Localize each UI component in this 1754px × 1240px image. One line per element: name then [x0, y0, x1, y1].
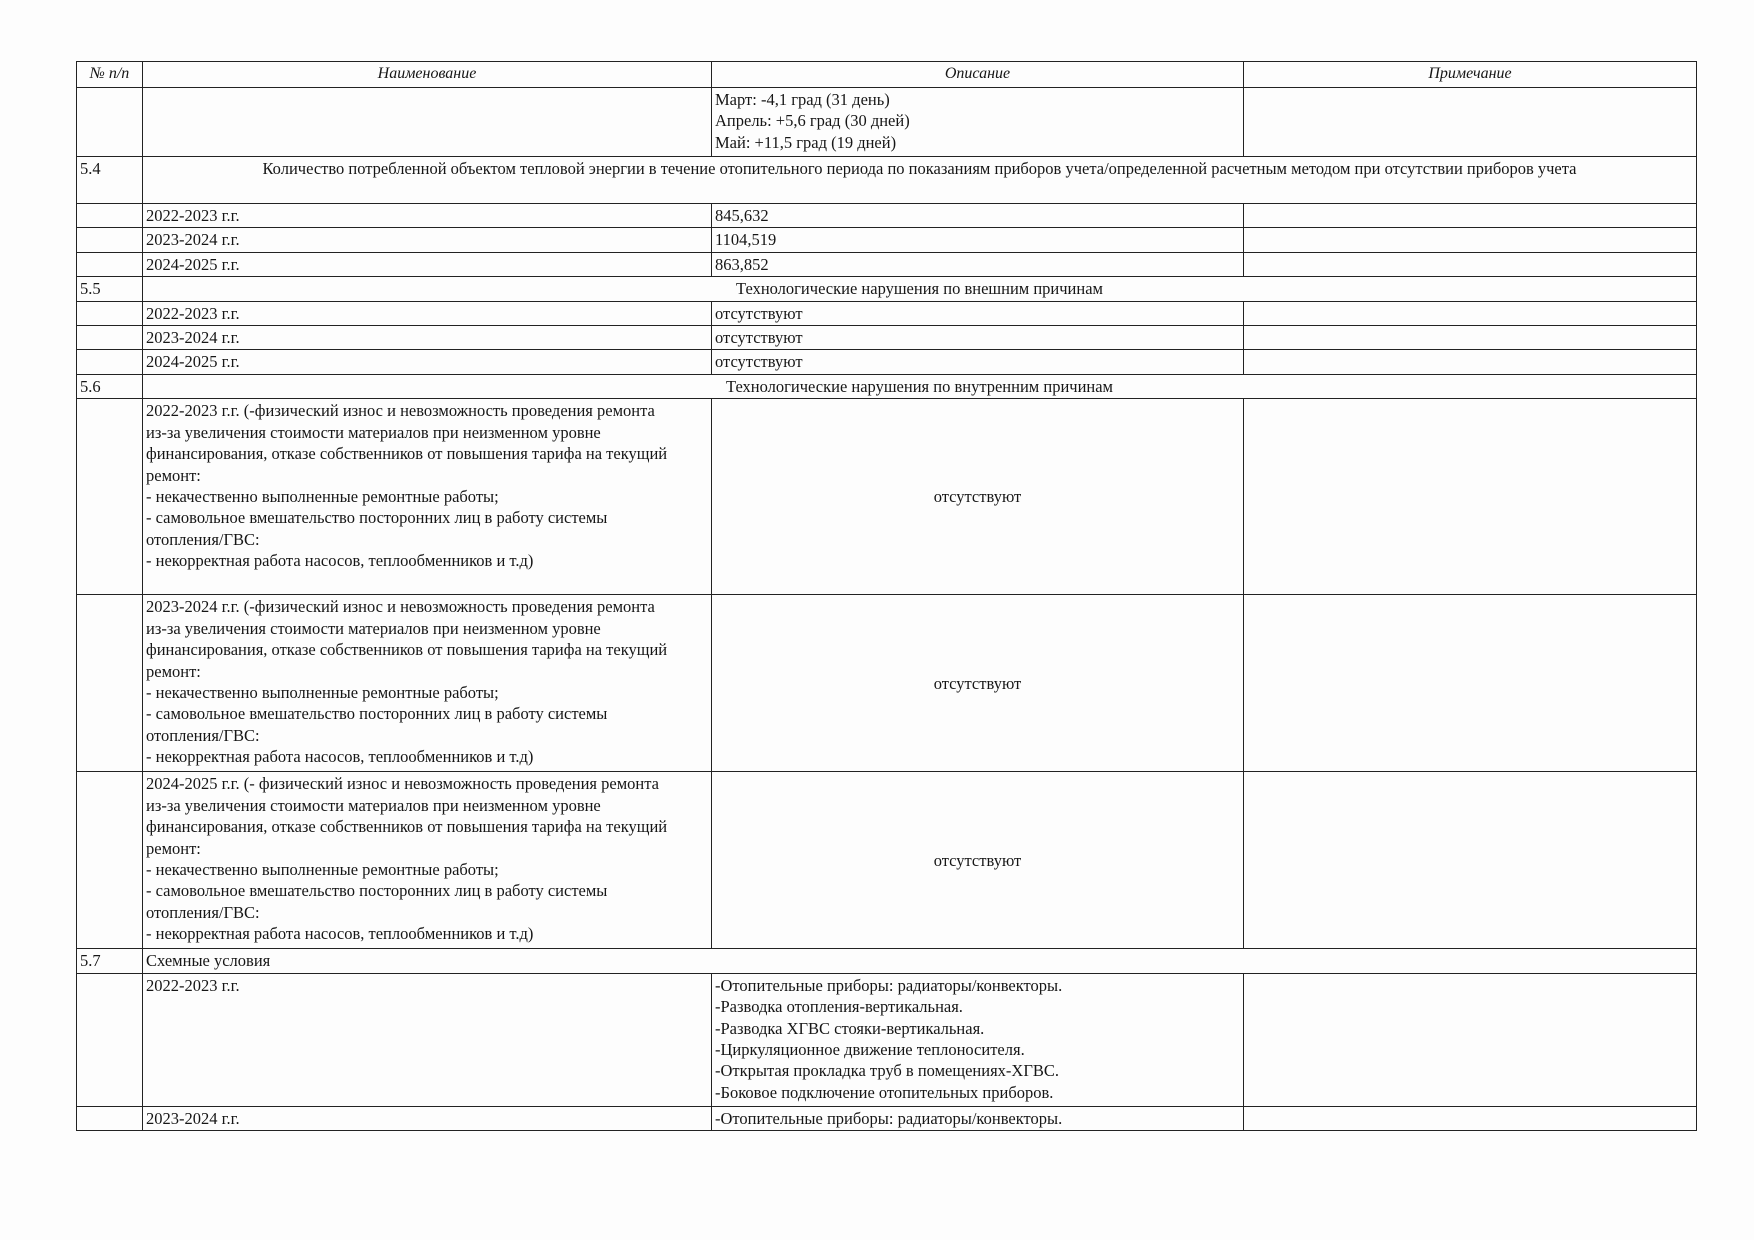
section-title: Технологические нарушения по внешним причинам: [143, 277, 1697, 301]
table-row: [77, 350, 1697, 374]
section-row-5-5: [77, 277, 1697, 301]
text-line: из-за увеличения стоимости материалов при неизменном уровне: [146, 795, 601, 815]
num-cell: [77, 1106, 143, 1130]
text-line: 2024-2025 г.г. (- физический износ и невозможность проведения ремонта: [146, 774, 659, 794]
note-cell: [1244, 228, 1697, 252]
num-cell: [77, 252, 143, 276]
table-row: [77, 325, 1697, 349]
text-line: финансирования, отказе собственников от повышения тарифа на текущий: [146, 817, 668, 837]
note-cell: [1244, 399, 1697, 595]
name-cell: 2024-2025 г.г.: [143, 350, 712, 374]
temperature-line: Май: +11,5 град (19 дней): [715, 132, 897, 152]
text-line: -Разводка ХГВС стояки-вертикальная.: [715, 1018, 985, 1038]
table-row: [77, 252, 1697, 276]
text-line: - некачественно выполненные ремонтные работы;: [146, 860, 499, 880]
text-line: финансирования, отказе собственников от повышения тарифа на текущий: [146, 444, 668, 464]
note-cell: [1244, 1106, 1697, 1130]
note-cell: [1244, 252, 1697, 276]
section-num: 5.7: [77, 949, 143, 973]
text-line: -Открытая прокладка труб в помещениях-ХГВС.: [715, 1061, 1059, 1081]
value-cell: 1104,519: [712, 228, 1244, 252]
note-cell: [1244, 87, 1697, 156]
table-row: [77, 399, 1697, 595]
num-cell: [77, 87, 143, 156]
description-cell: -Отопительные приборы: радиаторы/конвекторы.: [712, 1106, 1244, 1130]
table-row: [77, 228, 1697, 252]
value-cell: отсутствуют: [712, 772, 1244, 949]
name-cell: 2024-2025 г.г.: [143, 252, 712, 276]
section-num: 5.6: [77, 374, 143, 398]
text-line: ремонт:: [146, 661, 201, 681]
header-name: Наименование: [143, 62, 712, 88]
table-row: [77, 87, 1697, 156]
value-cell: 845,632: [712, 203, 1244, 227]
text-line: - некорректная работа насосов, теплообменников и т.д): [146, 924, 534, 944]
name-cell: 2023-2024 г.г.: [143, 325, 712, 349]
section-row-5-7: [77, 949, 1697, 973]
num-cell: [77, 350, 143, 374]
num-cell: [77, 228, 143, 252]
table-row: [77, 772, 1697, 949]
num-cell: [77, 973, 143, 1106]
value-cell: отсутствуют: [712, 325, 1244, 349]
section-title: Технологические нарушения по внутренним причинам: [143, 374, 1697, 398]
header-description: Описание: [712, 62, 1244, 88]
table-header-row: [77, 62, 1697, 88]
text-line: -Боковое подключение отопительных приборов.: [715, 1082, 1054, 1102]
text-line: - самовольное вмешательство посторонних лиц в работу системы: [146, 704, 608, 724]
text-line: 2022-2023 г.г. (-физический износ и невозможность проведения ремонта: [146, 401, 655, 421]
text-line: ремонт:: [146, 838, 201, 858]
text-line: из-за увеличения стоимости материалов при неизменном уровне: [146, 618, 601, 638]
header-num: № п/п: [77, 62, 143, 88]
num-cell: [77, 301, 143, 325]
name-cell: 2022-2023 г.г.: [143, 973, 712, 1106]
header-note: Примечание: [1244, 62, 1697, 88]
value-cell: отсутствуют: [712, 301, 1244, 325]
name-cell: 2022-2023 г.г.: [143, 301, 712, 325]
text-line: -Циркуляционное движение теплоносителя.: [715, 1040, 1025, 1060]
text-line: - самовольное вмешательство посторонних лиц в работу системы: [146, 881, 608, 901]
section-num: 5.4: [77, 156, 143, 203]
section-title: Схемные условия: [143, 949, 1697, 973]
data-table: [76, 61, 1697, 1131]
text-line: финансирования, отказе собственников от повышения тарифа на текущий: [146, 640, 668, 660]
text-line: ремонт:: [146, 465, 201, 485]
section-title: Количество потребленной объектом тепловой энергии в течение отопительного периода по показаниям приборов учета/определенной расчетным методом при отсутствии приборов учета: [143, 156, 1697, 203]
text-line: - некачественно выполненные ремонтные работы;: [146, 683, 499, 703]
name-cell: 2023-2024 г.г.: [143, 228, 712, 252]
temperature-line: Март: -4,1 град (31 день): [715, 89, 890, 109]
name-cell: 2023-2024 г.г.: [143, 1106, 712, 1130]
value-cell: отсутствуют: [712, 595, 1244, 772]
note-cell: [1244, 772, 1697, 949]
text-line: - некачественно выполненные ремонтные работы;: [146, 487, 499, 507]
name-cell: [143, 595, 712, 772]
text-line: -Разводка отопления-вертикальная.: [715, 997, 963, 1017]
table-row: [77, 973, 1697, 1106]
value-cell: отсутствуют: [712, 350, 1244, 374]
name-cell: 2022-2023 г.г.: [143, 203, 712, 227]
description-cell: [712, 87, 1244, 156]
text-line: 2023-2024 г.г. (-физический износ и невозможность проведения ремонта: [146, 597, 655, 617]
name-cell: [143, 772, 712, 949]
section-num: 5.5: [77, 277, 143, 301]
note-cell: [1244, 325, 1697, 349]
table-row: [77, 301, 1697, 325]
num-cell: [77, 203, 143, 227]
table-row: [77, 1106, 1697, 1130]
text-line: -Отопительные приборы: радиаторы/конвекторы.: [715, 975, 1063, 995]
section-row-5-4: [77, 156, 1697, 203]
name-cell: [143, 399, 712, 595]
text-line: - некорректная работа насосов, теплообменников и т.д): [146, 551, 534, 571]
note-cell: [1244, 973, 1697, 1106]
text-line: из-за увеличения стоимости материалов при неизменном уровне: [146, 422, 601, 442]
table-row: [77, 203, 1697, 227]
num-cell: [77, 325, 143, 349]
text-line: - самовольное вмешательство посторонних лиц в работу системы: [146, 508, 608, 528]
note-cell: [1244, 350, 1697, 374]
name-cell: [143, 87, 712, 156]
note-cell: [1244, 203, 1697, 227]
num-cell: [77, 399, 143, 595]
section-row-5-6: [77, 374, 1697, 398]
note-cell: [1244, 301, 1697, 325]
value-cell: 863,852: [712, 252, 1244, 276]
text-line: отопления/ГВС:: [146, 902, 260, 922]
num-cell: [77, 595, 143, 772]
note-cell: [1244, 595, 1697, 772]
description-cell: [712, 973, 1244, 1106]
value-cell: отсутствуют: [712, 399, 1244, 595]
temperature-line: Апрель: +5,6 град (30 дней): [715, 111, 910, 131]
text-line: - некорректная работа насосов, теплообменников и т.д): [146, 747, 534, 767]
num-cell: [77, 772, 143, 949]
text-line: отопления/ГВС:: [146, 725, 260, 745]
table-row: [77, 595, 1697, 772]
text-line: отопления/ГВС:: [146, 529, 260, 549]
